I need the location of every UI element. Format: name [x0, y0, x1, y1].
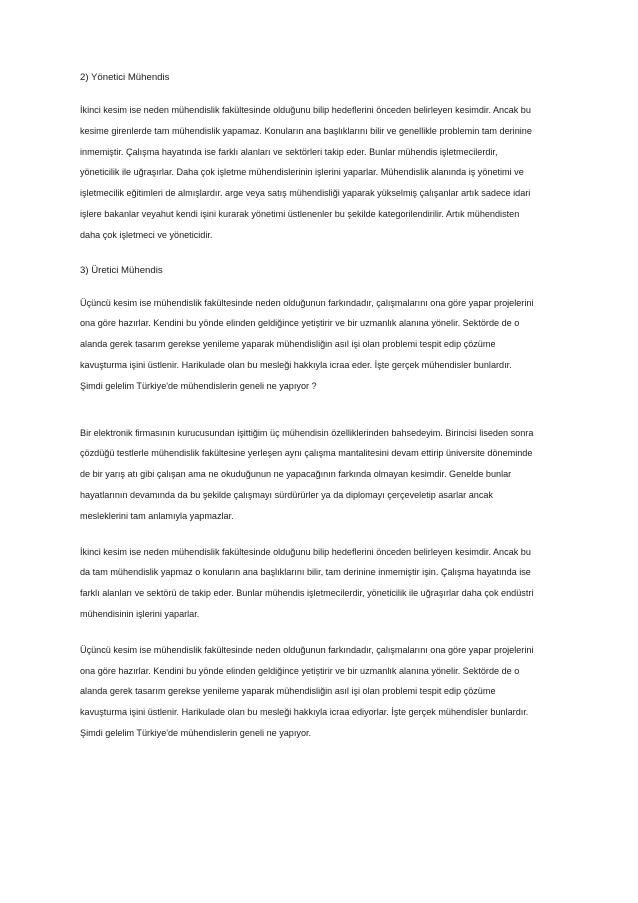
paragraph-line: işlere bakanlar veyahut kendi işini kurarak yönetimi üstlenenler bu şekilde kategorilendirilir. Artık mühendisten: [80, 208, 520, 219]
paragraph-ucuncu-kesim: [80, 640, 560, 744]
paragraph-elektronik-firma: [80, 423, 560, 527]
paragraph-line: Üçüncü kesim ise mühendislik fakültesinde neden olduğunun farkındadır, çalışmalarını ona göre yapar projelerini: [80, 297, 534, 308]
paragraph-line: de bir yarış atı gibi çalışan ama ne okuduğunun ne yapacağının farkında olmayan kesimdir. Genelde bunlar: [80, 469, 512, 480]
paragraph-line: mühendisinin işlerini yaparlar.: [80, 608, 200, 619]
section-heading-yonetici: 2) Yönetici Mühendis: [80, 72, 170, 83]
paragraph-line: alanda gerek tasarım gerekse yenileme yaparak mühendisliğin asıl işi olan problemi tespit edip çözüme: [80, 339, 496, 350]
paragraph-line: kesime girenlerde tam mühendislik yapamaz. Konuların ana başlıklarını bilir ve genellikle problemin tam derinine: [80, 125, 532, 136]
paragraph-line: yöneticilik ile uğraşırlar. Daha çok işletme mühendislerinin işlerini yaparlar. Mühendislik alanında iş yönetimi ve: [80, 167, 524, 178]
paragraph-yonetici: [80, 100, 560, 246]
paragraph-line: Şimdi gelelim Türkiye'de mühendislerin geneli ne yapıyor.: [80, 727, 312, 738]
paragraph-line: İkinci kesim ise neden mühendislik fakültesinde olduğunu bilip hedeflerini önceden belirleyen kesimdir. Ancak bu: [80, 105, 531, 115]
paragraph-line: işletmecilik eğitimleri de almışlardır. arge veya satış mühendisliği yaparak yükselmiş çalışanlar artık sadece idari: [80, 188, 531, 199]
paragraph-line: Bir elektronik firmasının kurucusundan işittiğim üç mühendisin özelliklerinden bahsedeyim. Birincisi liseden sonra: [80, 427, 534, 438]
paragraph-line: farklı alanları ve sektörü de takip eder. Bunlar mühendis işletmecilerdir, yöneticilik ile uğraşırlar daha çok endüstri: [80, 588, 534, 599]
paragraph-line: inmemiştir. Çalışma hayatında ise farklı alanları ve sektörleri takip eder. Bunlar mühendis işletmecilerdir,: [80, 146, 498, 157]
paragraph-line: Şimdi gelelim Türkiye'de mühendislerin geneli ne yapıyor ?: [80, 380, 317, 391]
paragraph-line: çözdüğü testlerle mühendislik fakültesine yerleşen aynı çalışma mantalitesini devam ettirip üniversite döneminde: [80, 448, 533, 459]
paragraph-line: kavuşturma işini üstlenir. Harikulade olan bu mesleği hakkıyla icraa ediyorlar. İşte gerçek mühendisler bunlardır.: [80, 707, 529, 718]
paragraph-line: da tam mühendislik yapmaz o konuların ana başlıklarını bilir, tam derinine inmemiştir işin. Çalışma hayatında ise: [80, 567, 531, 578]
document-page: [80, 68, 560, 759]
paragraph-line: İkinci kesim ise neden mühendislik fakültesinde olduğunu bilip hedeflerini önceden belirleyen kesimdir. Ancak bu: [80, 546, 531, 557]
paragraph-line: ona göre hazırlar. Kendini bu yönde elinden geldiğince yetiştirir ve bir uzmanlık alanına yönelir. Sektörde de o: [80, 665, 520, 676]
paragraph-uretici: [80, 293, 560, 397]
paragraph-line: ona göre hazırlar. Kendini bu yönde elinden geldiğince yetiştirir ve bir uzmanlık alanına yönelir. Sektörde de o: [80, 318, 520, 329]
paragraph-ikinci-kesim: [80, 542, 560, 625]
paragraph-line: mesleklerini tam anlamıyla yapmazlar.: [80, 510, 234, 521]
paragraph-line: daha çok işletmeci ve yöneticidir.: [80, 229, 213, 240]
paragraph-line: kavuşturma işini üstlenir. Harikulade olan bu mesleği hakkıyla icraa eder. İşte gerçek mühendisler bunlardır.: [80, 359, 512, 370]
section-heading-uretici: 3) Üretici Mühendis: [80, 264, 163, 276]
paragraph-line: Üçüncü kesim ise mühendislik fakültesinde neden olduğunun farkındadır, çalışmalarını ona göre yapar projelerini: [80, 644, 534, 655]
paragraph-line: alanda gerek tasarım gerekse yenileme yaparak mühendisliğin asıl işi olan problemi tespit edip çözüme: [80, 686, 496, 697]
paragraph-line: hayatlarının devamında da bu şekilde çalışmayı sürdürürler ya da diplomayı çerçeveletip asarlar ancak: [80, 489, 493, 500]
